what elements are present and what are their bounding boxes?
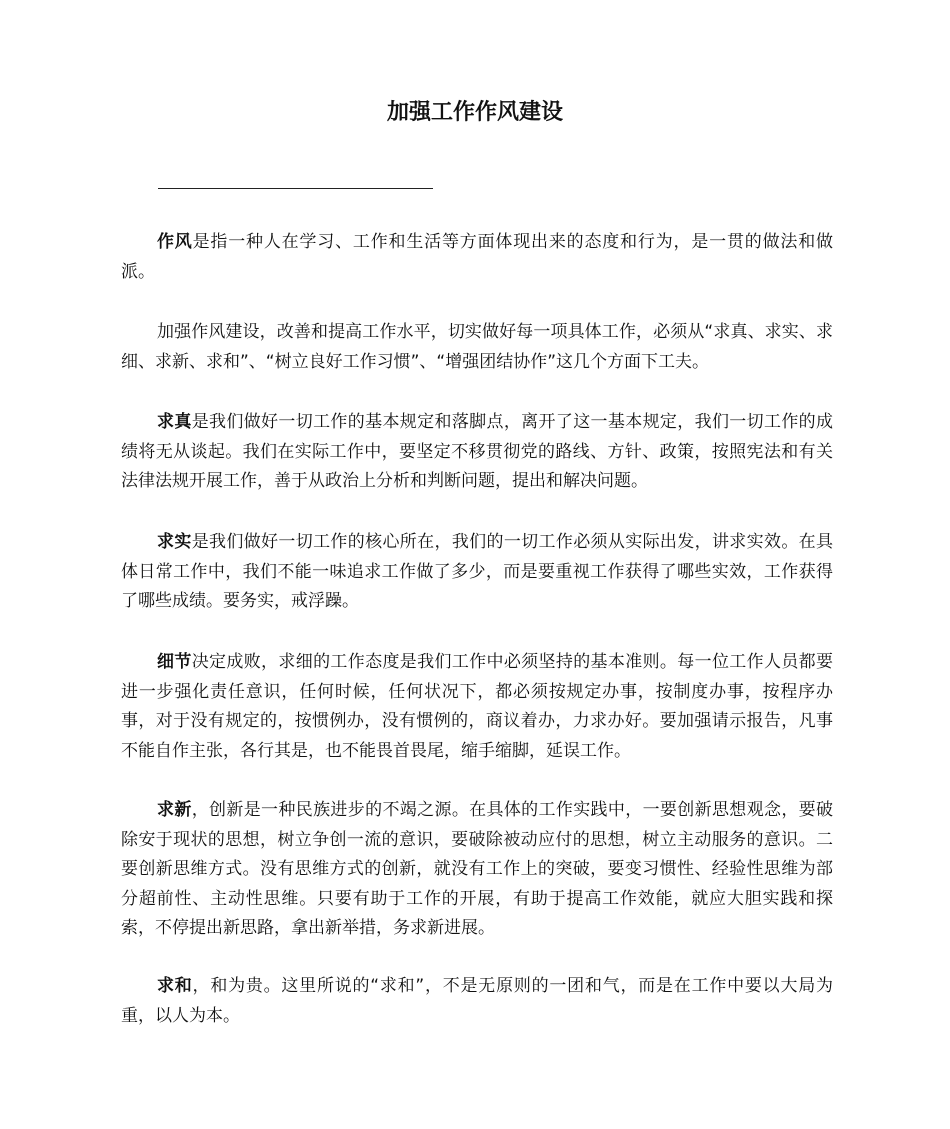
paragraph-xijie	[121, 648, 833, 766]
paragraph-text: 是我们做好一切工作的基本规定和落脚点，离开了这一基本规定，我们一切工作的成绩将无从谈起。我们在实际工作中，要坚定不移贯彻党的路线、方针、政策，按照宪法和有关法律法规开展工作，善于从政治上分析和判断问题，提出和解决问题。	[121, 412, 834, 491]
paragraph-text: 加强作风建设，改善和提高工作水平，切实做好每一项具体工作，必须从“求真、求实、求细、求新、求和”、“树立良好工作习惯”、“增强团结协作”这几个方面下工夫。	[121, 322, 833, 372]
paragraph-qiuxin	[121, 796, 833, 944]
paragraph-qiuzhen	[121, 408, 833, 497]
paragraph-lead: 作风	[157, 232, 193, 252]
paragraph-lead: 求真	[157, 412, 192, 432]
paragraph-text: 是指一种人在学习、工作和生活等方面体现出来的态度和行为，是一贯的做法和做派。	[121, 232, 834, 282]
document-title: 加强工作作风建设	[386, 100, 563, 125]
paragraph-intro	[121, 318, 833, 377]
horizontal-rule	[158, 188, 433, 189]
paragraph-zuofeng	[121, 228, 833, 287]
paragraph-lead: 求和	[157, 976, 193, 996]
paragraph-lead: 求实	[157, 532, 192, 552]
paragraph-lead: 求新	[157, 800, 192, 820]
paragraph-qiushi	[121, 528, 833, 617]
paragraph-text: ，创新是一种民族进步的不竭之源。在具体的工作实践中，一要创新思想观念，要破除安于现状的思想，树立争创一流的意识，要破除被动应付的思想，树立主动服务的意识。二要创新思维方式。没有思维方式的创新，就没有工作上的突破，要变习惯性、经验性思维为部分超前性、主动性思维。只要有助于工作的开展，有助于提高工作效能，就应大胆实践和探索，不停提出新思路，拿出新举措，务求新进展。	[121, 800, 834, 938]
paragraph-lead: 细节	[157, 652, 192, 672]
paragraph-qiuhe	[121, 972, 833, 1031]
paragraph-text: 是我们做好一切工作的核心所在，我们的一切工作必须从实际出发，讲求实效。在具体日常工作中，我们不能一味追求工作做了多少，而是要重视工作获得了哪些实效，工作获得了哪些成绩。要务实，戒浮躁。	[121, 532, 834, 611]
paragraph-text: ，和为贵。这里所说的“求和”，不是无原则的一团和气，而是在工作中要以大局为重，以人为本。	[121, 976, 833, 1026]
paragraph-text: 决定成败，求细的工作态度是我们工作中必须坚持的基本准则。每一位工作人员都要进一步强化责任意识，任何时候，任何状况下，都必须按规定办事，按制度办事，按程序办事，对于没有规定的，按惯例办，没有惯例的，商议着办，力求办好。要加强请示报告，凡事不能自作主张，各行其是，也不能畏首畏尾，缩手缩脚，延误工作。	[121, 652, 834, 761]
